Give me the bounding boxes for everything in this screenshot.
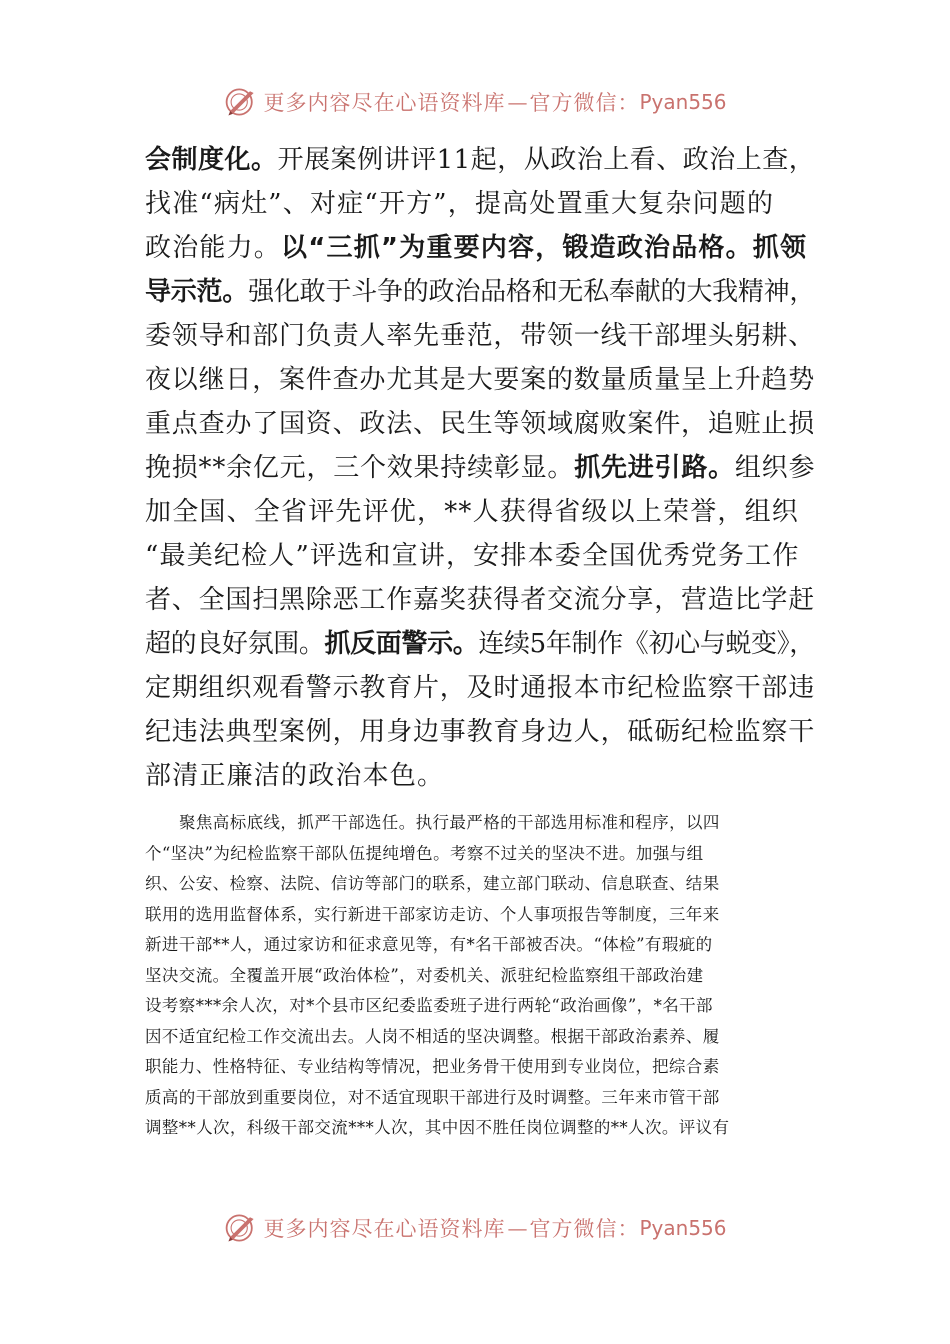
- body-text: 重点查办了国资、政法、民生等领域腐败案件，追赃止损: [145, 409, 816, 439]
- body-text: 定期组织观看警示教育片，及时通报本市纪检监察干部违: [145, 673, 816, 703]
- text-line: 聚焦高标底线，抓严干部选任。执行最严格的干部选用标准和程序，以四: [179, 813, 720, 832]
- banner-account: Pyan556: [639, 90, 727, 114]
- text-line: [145, 490, 815, 534]
- banner-dash: —: [507, 90, 528, 114]
- body-text: “最美纪检人”评选和宣讲，安排本委全国优秀党务工作: [145, 541, 800, 571]
- body-text: 超的良好氛围。: [145, 629, 325, 659]
- body-text: 部清正廉洁的政治本色。: [145, 761, 445, 791]
- watermark-banner-bottom: [0, 1208, 950, 1248]
- text-line: [145, 402, 815, 446]
- text-line: [145, 138, 815, 182]
- banner-account: Pyan556: [639, 1216, 727, 1240]
- body-text: 政治能力。: [145, 233, 282, 263]
- pen-logo-icon: [223, 1210, 259, 1246]
- text-line: [145, 270, 815, 314]
- bold-heading-text: 导示范。: [145, 277, 249, 307]
- text-line: 职能力、性格特征、专业结构等情况，把业务骨干使用到专业岗位，把综合素: [145, 1057, 720, 1076]
- body-text: 挽损**余亿元，三个效果持续彰显。: [145, 453, 575, 483]
- banner-text: 更多内容尽在心语资料库: [263, 1217, 506, 1241]
- bold-heading-text: 会制度化。: [145, 145, 278, 175]
- text-line: 联用的选用监督体系，实行新进干部家访走访、个人事项报告等制度，三年来: [145, 904, 720, 924]
- text-line: 调整**人次，科级干部交流***人次，其中因不胜任岗位调整的**人次。评议有: [145, 1118, 730, 1137]
- text-line: 设考察***余人次，对*个县市区纪委监委班子进行两轮“政治画像”，*名干部: [145, 996, 713, 1015]
- text-line: [145, 314, 815, 358]
- pen-logo-icon: [223, 84, 259, 120]
- body-text: 者、全国扫黑除恶工作嘉奖获得者交流分享，营造比学赶: [145, 585, 816, 615]
- body-text: 强化敢于斗争的政治品格和无私奉献的大我精神，: [248, 277, 816, 307]
- text-line: [145, 534, 815, 578]
- bold-heading-text: 抓先进引路。: [574, 453, 735, 483]
- text-line: [145, 754, 815, 798]
- text-line: [145, 578, 815, 622]
- body-text: 夜以继日，案件查办尤其是大要案的数量质量呈上升趋势: [145, 365, 816, 395]
- text-line: 坚决交流。全覆盖开展“政治体检”，对委机关、派驻纪检监察组干部政治建: [145, 965, 704, 985]
- bold-heading-text: 以“三抓”为重要内容，锻造政治品格。抓领: [281, 233, 808, 263]
- text-line: 织、公安、检察、法院、信访等部门的联系，建立部门联动、信息联查、结果: [145, 874, 720, 893]
- text-line: 质高的干部放到重要岗位，对不适宜现职干部进行及时调整。三年来市管干部: [145, 1087, 720, 1107]
- body-text: 开展案例讲评11起，从政治上看、政治上查，: [277, 145, 816, 175]
- watermark-banner-top: [0, 82, 950, 122]
- text-line: 因不适宜纪检工作交流出去。人岗不相适的坚决调整。根据干部政治素养、履: [145, 1026, 720, 1046]
- text-line: [145, 182, 815, 226]
- banner-dash: —: [507, 1216, 528, 1240]
- body-text: 组织参: [734, 453, 816, 483]
- body-text: 委领导和部门负责人率先垂范，带领一线干部埋头躬耕、: [145, 321, 816, 351]
- text-line: 新进干部**人，通过家访和征求意见等，有*名干部被否决。“体检”有瑕疵的: [145, 935, 713, 954]
- text-line: [145, 666, 815, 710]
- text-line: 个“坚决”为纪检监察干部队伍提纯增色。考察不过关的坚决不进。加强与组: [145, 843, 704, 863]
- text-line: [145, 358, 815, 402]
- text-line: [145, 710, 815, 754]
- banner-label: 官方微信：: [529, 91, 640, 115]
- banner-text: 更多内容尽在心语资料库: [263, 91, 506, 115]
- body-paragraph-large: [145, 138, 815, 798]
- bold-heading-text: 抓反面警示。: [324, 629, 479, 659]
- text-line: [145, 446, 815, 490]
- text-line: [145, 622, 815, 666]
- banner-label: 官方微信：: [529, 1217, 640, 1241]
- body-text: 纪违法典型案例，用身边事教育身边人，砥砺纪检监察干: [145, 717, 816, 747]
- body-paragraph-small: [145, 808, 815, 1144]
- body-text: 找准“病灶”、对症“开方”，提高处置重大复杂问题的: [145, 189, 775, 219]
- body-text: 连续5年制作《初心与蜕变》，: [478, 629, 815, 659]
- body-text: 加全国、全省评先评优，**人获得省级以上荣誉，组织: [145, 497, 800, 527]
- text-line: [145, 226, 815, 270]
